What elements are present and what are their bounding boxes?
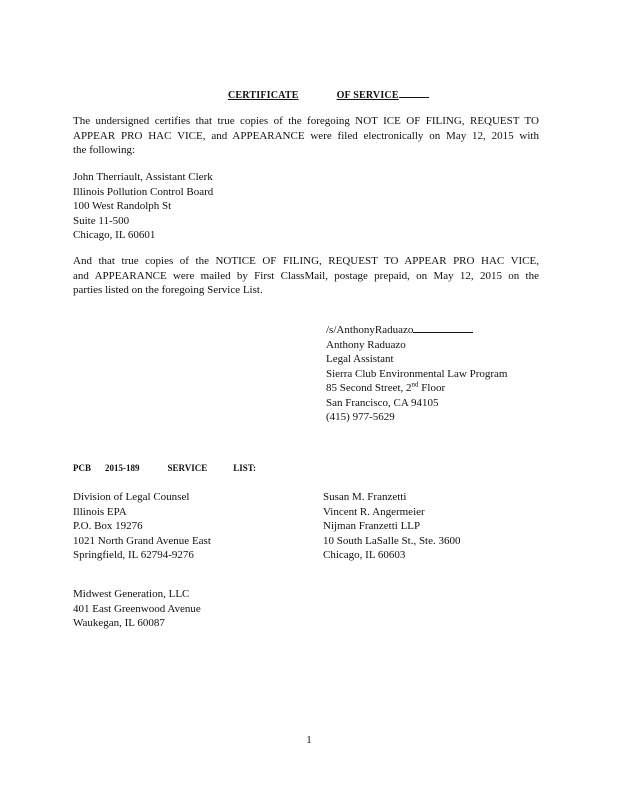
addressee-nijman-franzetti [323, 490, 461, 563]
certification-paragraph [73, 114, 539, 158]
address-line: Springfield, IL 62794-9276 [73, 549, 194, 561]
address-line: 401 East Greenwood Avenue [73, 602, 201, 615]
addressee-illinois-epa [73, 490, 211, 563]
signer-phone: (415) 977-5629 [326, 411, 395, 423]
address-line: Vincent R. Angermeier [323, 505, 425, 518]
address-line: 10 South LaSalle St., Ste. 3600 [323, 534, 461, 547]
paragraph-line: the following: [73, 144, 136, 156]
clerk-address-block [73, 170, 213, 243]
paragraph-line: APPEAR PRO HAC VICE, and APPEARANCE were filed electronically on May 12, 2015 with [73, 129, 539, 142]
paragraph-line: And that true copies of the NOTICE OF FILING, REQUEST TO APPEAR PRO HAC VICE, [73, 255, 539, 267]
service-label: SERVICE [167, 463, 208, 473]
address-line: Nijman Franzetti LLP [323, 520, 421, 532]
address-line: 1021 North Grand Avenue East [73, 534, 211, 547]
signer-name: Anthony Raduazo [326, 338, 406, 351]
page-number: 1 [306, 734, 312, 746]
paragraph-line: The undersigned certifies that true copies of the foregoing NOT ICE OF FILING, REQUEST TO [73, 115, 539, 127]
address-line: Illinois EPA [73, 505, 127, 518]
pcb-label: PCB [73, 463, 91, 473]
address-line: P.O. Box 19276 [73, 520, 143, 532]
service-list-heading [73, 463, 292, 473]
floor-text: Floor [418, 382, 446, 394]
list-label: LIST: [233, 463, 257, 473]
address-line: Division of Legal Counsel [73, 491, 190, 503]
electronic-signature: /s/AnthonyRaduazo [326, 324, 414, 336]
signer-street [326, 381, 507, 396]
title-certificate: CERTIFICATE [228, 90, 299, 101]
addressee-midwest-generation [73, 587, 201, 631]
paragraph-line: parties listed on the foregoing Service List. [73, 284, 263, 296]
title-of-service: OF SERVICE [336, 90, 399, 101]
signature-line [413, 322, 473, 333]
address-line: Chicago, IL 60603 [323, 549, 406, 561]
case-number: 2015-189 [105, 463, 140, 473]
address-line: Midwest Generation, LLC [73, 588, 190, 600]
address-line: Illinois Pollution Control Board [73, 185, 214, 198]
certificate-title [228, 88, 429, 101]
street-text: 85 Second Street, 2 [326, 382, 412, 394]
address-line: 100 West Randolph St [73, 200, 172, 212]
mailing-paragraph [73, 254, 539, 298]
address-line: Chicago, IL 60601 [73, 229, 156, 241]
signer-organization: Sierra Club Environmental Law Program [326, 367, 508, 380]
signer-city: San Francisco, CA 94105 [326, 396, 439, 409]
address-line: Waukegan, IL 60087 [73, 617, 165, 629]
title-underline-tail [399, 88, 429, 98]
ordinal-suffix: nd [411, 380, 419, 389]
address-line: Susan M. Franzetti [323, 491, 407, 503]
address-line: John Therriault, Assistant Clerk [73, 171, 213, 183]
paragraph-line: and APPEARANCE were mailed by First ClassMail, postage prepaid, on May 12, 2015 on the [73, 269, 539, 282]
signer-role: Legal Assistant [326, 353, 394, 365]
signature-block [326, 322, 507, 425]
address-line: Suite 11-500 [73, 214, 130, 227]
